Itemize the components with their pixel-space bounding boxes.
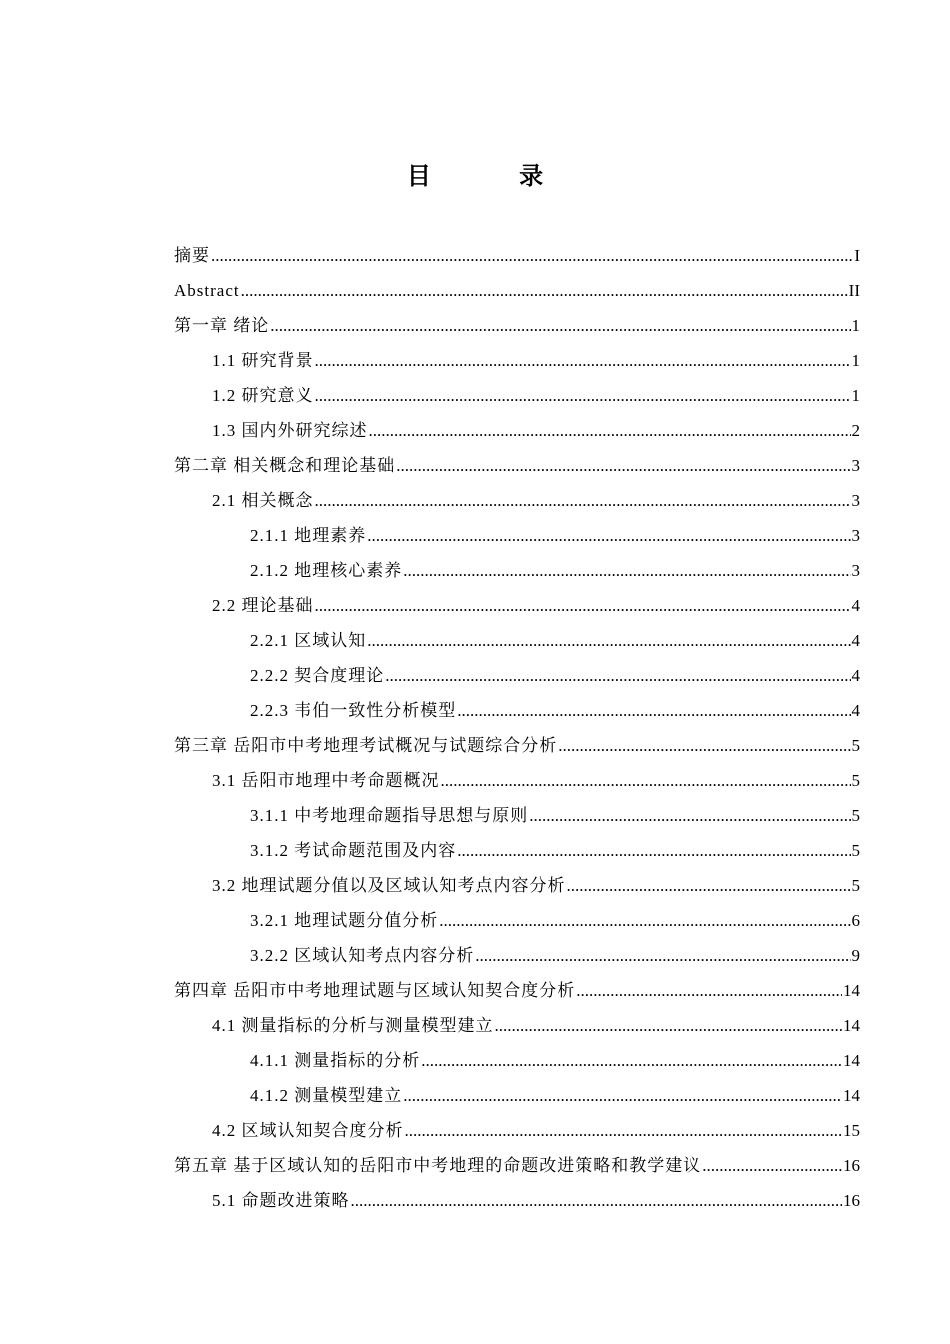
toc-entry[interactable] <box>174 763 860 798</box>
toc-dot-leader <box>369 413 851 448</box>
toc-entry[interactable] <box>174 938 860 973</box>
toc-page-number: 6 <box>851 911 860 930</box>
toc-dot-leader <box>403 553 850 588</box>
toc-page-number: 3 <box>851 526 860 545</box>
toc-page-number: 1 <box>851 316 860 335</box>
toc-entry-label: 2.2.1 区域认知 <box>250 631 367 650</box>
toc-entry-label: 4.2 区域认知契合度分析 <box>212 1121 404 1140</box>
toc-dot-leader <box>529 798 850 833</box>
toc-entry[interactable] <box>174 343 860 378</box>
toc-dot-leader <box>351 1183 843 1218</box>
toc-entry-label: 2.2.3 韦伯一致性分析模型 <box>250 701 457 720</box>
toc-entry-label: 第二章 相关概念和理论基础 <box>174 456 396 475</box>
toc-dot-leader <box>367 518 850 553</box>
toc-dot-leader <box>367 623 850 658</box>
toc-dot-leader <box>241 273 848 308</box>
toc-page-number: 16 <box>843 1191 860 1210</box>
toc-page-number: II <box>848 281 860 300</box>
toc-entry[interactable] <box>174 1008 860 1043</box>
toc-entry[interactable] <box>174 1043 860 1078</box>
toc-page-number: 3 <box>851 491 860 510</box>
toc-dot-leader <box>315 378 851 413</box>
toc-page-number: 5 <box>851 841 860 860</box>
toc-dot-leader <box>439 903 850 938</box>
toc-entry-label: 2.1.2 地理核心素养 <box>250 561 403 580</box>
toc-entry[interactable] <box>174 588 860 623</box>
toc-page-number: 5 <box>851 806 860 825</box>
toc-entry-label: 3.1 岳阳市地理中考命题概况 <box>212 771 440 790</box>
toc-entry-label: 3.1.1 中考地理命题指导思想与原则 <box>250 806 529 825</box>
toc-entry-label: 4.1.1 测量指标的分析 <box>250 1051 421 1070</box>
toc-page-number: 5 <box>851 736 860 755</box>
toc-entry[interactable] <box>174 553 860 588</box>
toc-dot-leader <box>270 308 850 343</box>
toc-entry[interactable] <box>174 448 860 483</box>
toc-dot-leader <box>385 658 850 693</box>
toc-page-number: 16 <box>843 1156 860 1175</box>
toc-dot-leader <box>495 1008 843 1043</box>
table-of-contents <box>174 238 860 1218</box>
toc-entry-label: 1.1 研究背景 <box>212 351 314 370</box>
toc-dot-leader <box>576 973 842 1008</box>
toc-entry[interactable] <box>174 798 860 833</box>
toc-entry-label: 第一章 绪论 <box>174 316 270 335</box>
toc-entry[interactable] <box>174 973 860 1008</box>
toc-page-number: 14 <box>843 1016 860 1035</box>
toc-dot-leader <box>702 1148 842 1183</box>
toc-entry[interactable] <box>174 308 860 343</box>
toc-entry-label: 第三章 岳阳市中考地理考试概况与试题综合分析 <box>174 736 558 755</box>
toc-entry-label: 5.1 命题改进策略 <box>212 1191 350 1210</box>
toc-dot-leader <box>475 938 850 973</box>
toc-dot-leader <box>567 868 851 903</box>
toc-dot-leader <box>315 343 851 378</box>
toc-dot-leader <box>457 833 850 868</box>
toc-entry[interactable] <box>174 868 860 903</box>
toc-entry-label: 3.2.2 区域认知考点内容分析 <box>250 946 475 965</box>
toc-entry[interactable] <box>174 1183 860 1218</box>
toc-page-number: 4 <box>851 666 860 685</box>
toc-dot-leader <box>403 1078 842 1113</box>
toc-dot-leader <box>396 448 850 483</box>
toc-dot-leader <box>315 483 851 518</box>
toc-entry[interactable] <box>174 623 860 658</box>
toc-entry-label: 1.2 研究意义 <box>212 386 314 405</box>
toc-entry[interactable] <box>174 1113 860 1148</box>
toc-page-number: 4 <box>851 631 860 650</box>
toc-page-number: 15 <box>843 1121 860 1140</box>
toc-dot-leader <box>558 728 850 763</box>
toc-entry-label: 3.2 地理试题分值以及区域认知考点内容分析 <box>212 876 566 895</box>
toc-page-number: 1 <box>851 351 860 370</box>
toc-entry[interactable] <box>174 693 860 728</box>
toc-entry[interactable] <box>174 273 860 308</box>
toc-entry[interactable] <box>174 903 860 938</box>
toc-entry[interactable] <box>174 238 860 273</box>
toc-entry[interactable] <box>174 378 860 413</box>
toc-page-number: I <box>854 246 860 265</box>
toc-page-number: 14 <box>843 981 860 1000</box>
toc-dot-leader <box>315 588 851 623</box>
toc-dot-leader <box>441 763 851 798</box>
toc-entry-label: 3.2.1 地理试题分值分析 <box>250 911 439 930</box>
toc-entry-label: Abstract <box>174 281 240 300</box>
toc-entry[interactable] <box>174 1148 860 1183</box>
toc-entry-label: 第五章 基于区域认知的岳阳市中考地理的命题改进策略和教学建议 <box>174 1156 702 1175</box>
toc-entry[interactable] <box>174 518 860 553</box>
toc-entry[interactable] <box>174 1078 860 1113</box>
toc-dot-leader <box>211 238 853 273</box>
toc-entry-label: 2.2 理论基础 <box>212 596 314 615</box>
toc-entry[interactable] <box>174 833 860 868</box>
toc-dot-leader <box>421 1043 842 1078</box>
toc-page-number: 14 <box>843 1086 860 1105</box>
toc-entry-label: 4.1 测量指标的分析与测量模型建立 <box>212 1016 494 1035</box>
toc-page-number: 5 <box>851 771 860 790</box>
toc-entry[interactable] <box>174 413 860 448</box>
toc-entry-label: 2.1.1 地理素养 <box>250 526 367 545</box>
toc-entry[interactable] <box>174 483 860 518</box>
toc-page-number: 9 <box>851 946 860 965</box>
toc-entry-label: 第四章 岳阳市中考地理试题与区域认知契合度分析 <box>174 981 576 1000</box>
toc-entry-label: 3.1.2 考试命题范围及内容 <box>250 841 457 860</box>
toc-entry-label: 摘要 <box>174 246 210 265</box>
toc-entry-label: 2.1 相关概念 <box>212 491 314 510</box>
toc-page-number: 4 <box>851 596 860 615</box>
toc-page-number: 5 <box>851 876 860 895</box>
toc-dot-leader <box>405 1113 843 1148</box>
toc-page-number: 3 <box>851 561 860 580</box>
toc-page-number: 14 <box>843 1051 860 1070</box>
toc-entry-label: 1.3 国内外研究综述 <box>212 421 368 440</box>
toc-page-number: 4 <box>851 701 860 720</box>
toc-page-number: 2 <box>851 421 860 440</box>
page-title: 目 录 <box>406 162 584 190</box>
toc-entry-label: 4.1.2 测量模型建立 <box>250 1086 403 1105</box>
toc-dot-leader <box>457 693 850 728</box>
toc-entry-label: 2.2.2 契合度理论 <box>250 666 385 685</box>
toc-entry[interactable] <box>174 728 860 763</box>
toc-page-number: 3 <box>851 456 860 475</box>
toc-entry[interactable] <box>174 658 860 693</box>
toc-page-number: 1 <box>851 386 860 405</box>
